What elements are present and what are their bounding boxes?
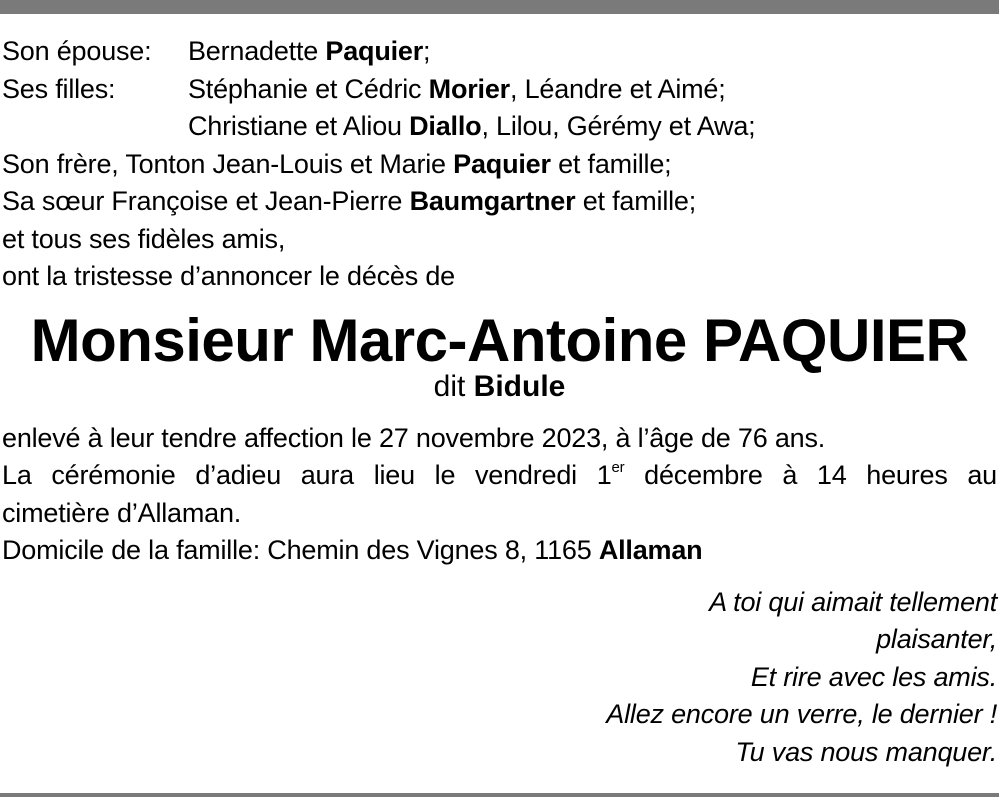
daughters-label: Ses filles:	[2, 73, 116, 104]
deceased-nickname	[2, 369, 997, 403]
bottom-rule	[0, 793, 999, 797]
friends-line: et tous ses fidèles amis,	[2, 223, 286, 254]
poem	[2, 584, 997, 772]
ceremony-place-line: cimetière d’Allaman.	[2, 497, 242, 528]
poem-line: A toi qui aimait tellement	[709, 586, 997, 617]
passing-line: enlevé à leur tendre affection le 27 novembre 2023, à l’âge de 76 ans.	[2, 422, 826, 453]
daughters-line-1	[2, 71, 997, 109]
domicile-line	[2, 532, 997, 570]
sister-names: Sa sœur Françoise et Jean-Pierre	[2, 186, 410, 216]
ceremony-ordinal: er	[611, 459, 625, 476]
daughters-line-2	[2, 108, 997, 146]
spouse-label: Son épouse:	[2, 36, 152, 66]
announce-line: ont la tristesse d’annoncer le décès de	[2, 261, 455, 291]
details-block	[2, 420, 997, 570]
nickname-value: Bidule	[473, 369, 566, 403]
spouse-surname: Paquier	[325, 36, 424, 66]
daughter2-surname: Diallo	[409, 111, 482, 141]
brother-surname: Paquier	[453, 148, 551, 179]
daughter2-names: Christiane et Aliou	[188, 111, 410, 141]
nickname-prefix: dit	[433, 369, 474, 403]
daughter2-children: , Lilou, Gérémy et Awa;	[481, 111, 756, 141]
poem-line: plaisanter,	[876, 624, 997, 654]
spouse-line	[2, 33, 997, 71]
brother-line	[2, 146, 997, 184]
sister-line	[2, 183, 997, 221]
top-rule	[0, 0, 999, 14]
brother-family: et famille;	[550, 148, 672, 179]
brother-names: Son frère, Tonton Jean-Louis et Marie	[2, 148, 454, 179]
ceremony-line	[2, 457, 997, 495]
ceremony-time: décembre à 14 heures au	[624, 460, 997, 490]
domicile-town: Allaman	[598, 535, 703, 565]
obituary-notice	[2, 33, 997, 771]
daughter1-children: , Léandre et Aimé;	[509, 73, 726, 104]
ceremony-text: La cérémonie d’adieu aura lieu le vendredi 1	[2, 460, 612, 490]
sister-surname: Baumgartner	[409, 186, 576, 216]
spouse-punct: ;	[423, 36, 431, 66]
deceased-block	[2, 308, 997, 402]
daughter1-surname: Morier	[428, 73, 510, 104]
deceased-name: Monsieur Marc-Antoine PAQUIER	[30, 306, 969, 374]
spouse-name: Bernadette	[188, 36, 326, 66]
poem-line: Tu vas nous manquer.	[735, 736, 997, 767]
poem-line: Allez encore un verre, le dernier !	[606, 699, 997, 729]
sister-family: et famille;	[575, 186, 697, 216]
domicile-address: Domicile de la famille: Chemin des Vignes 8, 1165	[2, 535, 599, 565]
poem-line: Et rire avec les amis.	[750, 661, 997, 692]
daughter1-names: Stéphanie et Cédric	[188, 73, 429, 104]
